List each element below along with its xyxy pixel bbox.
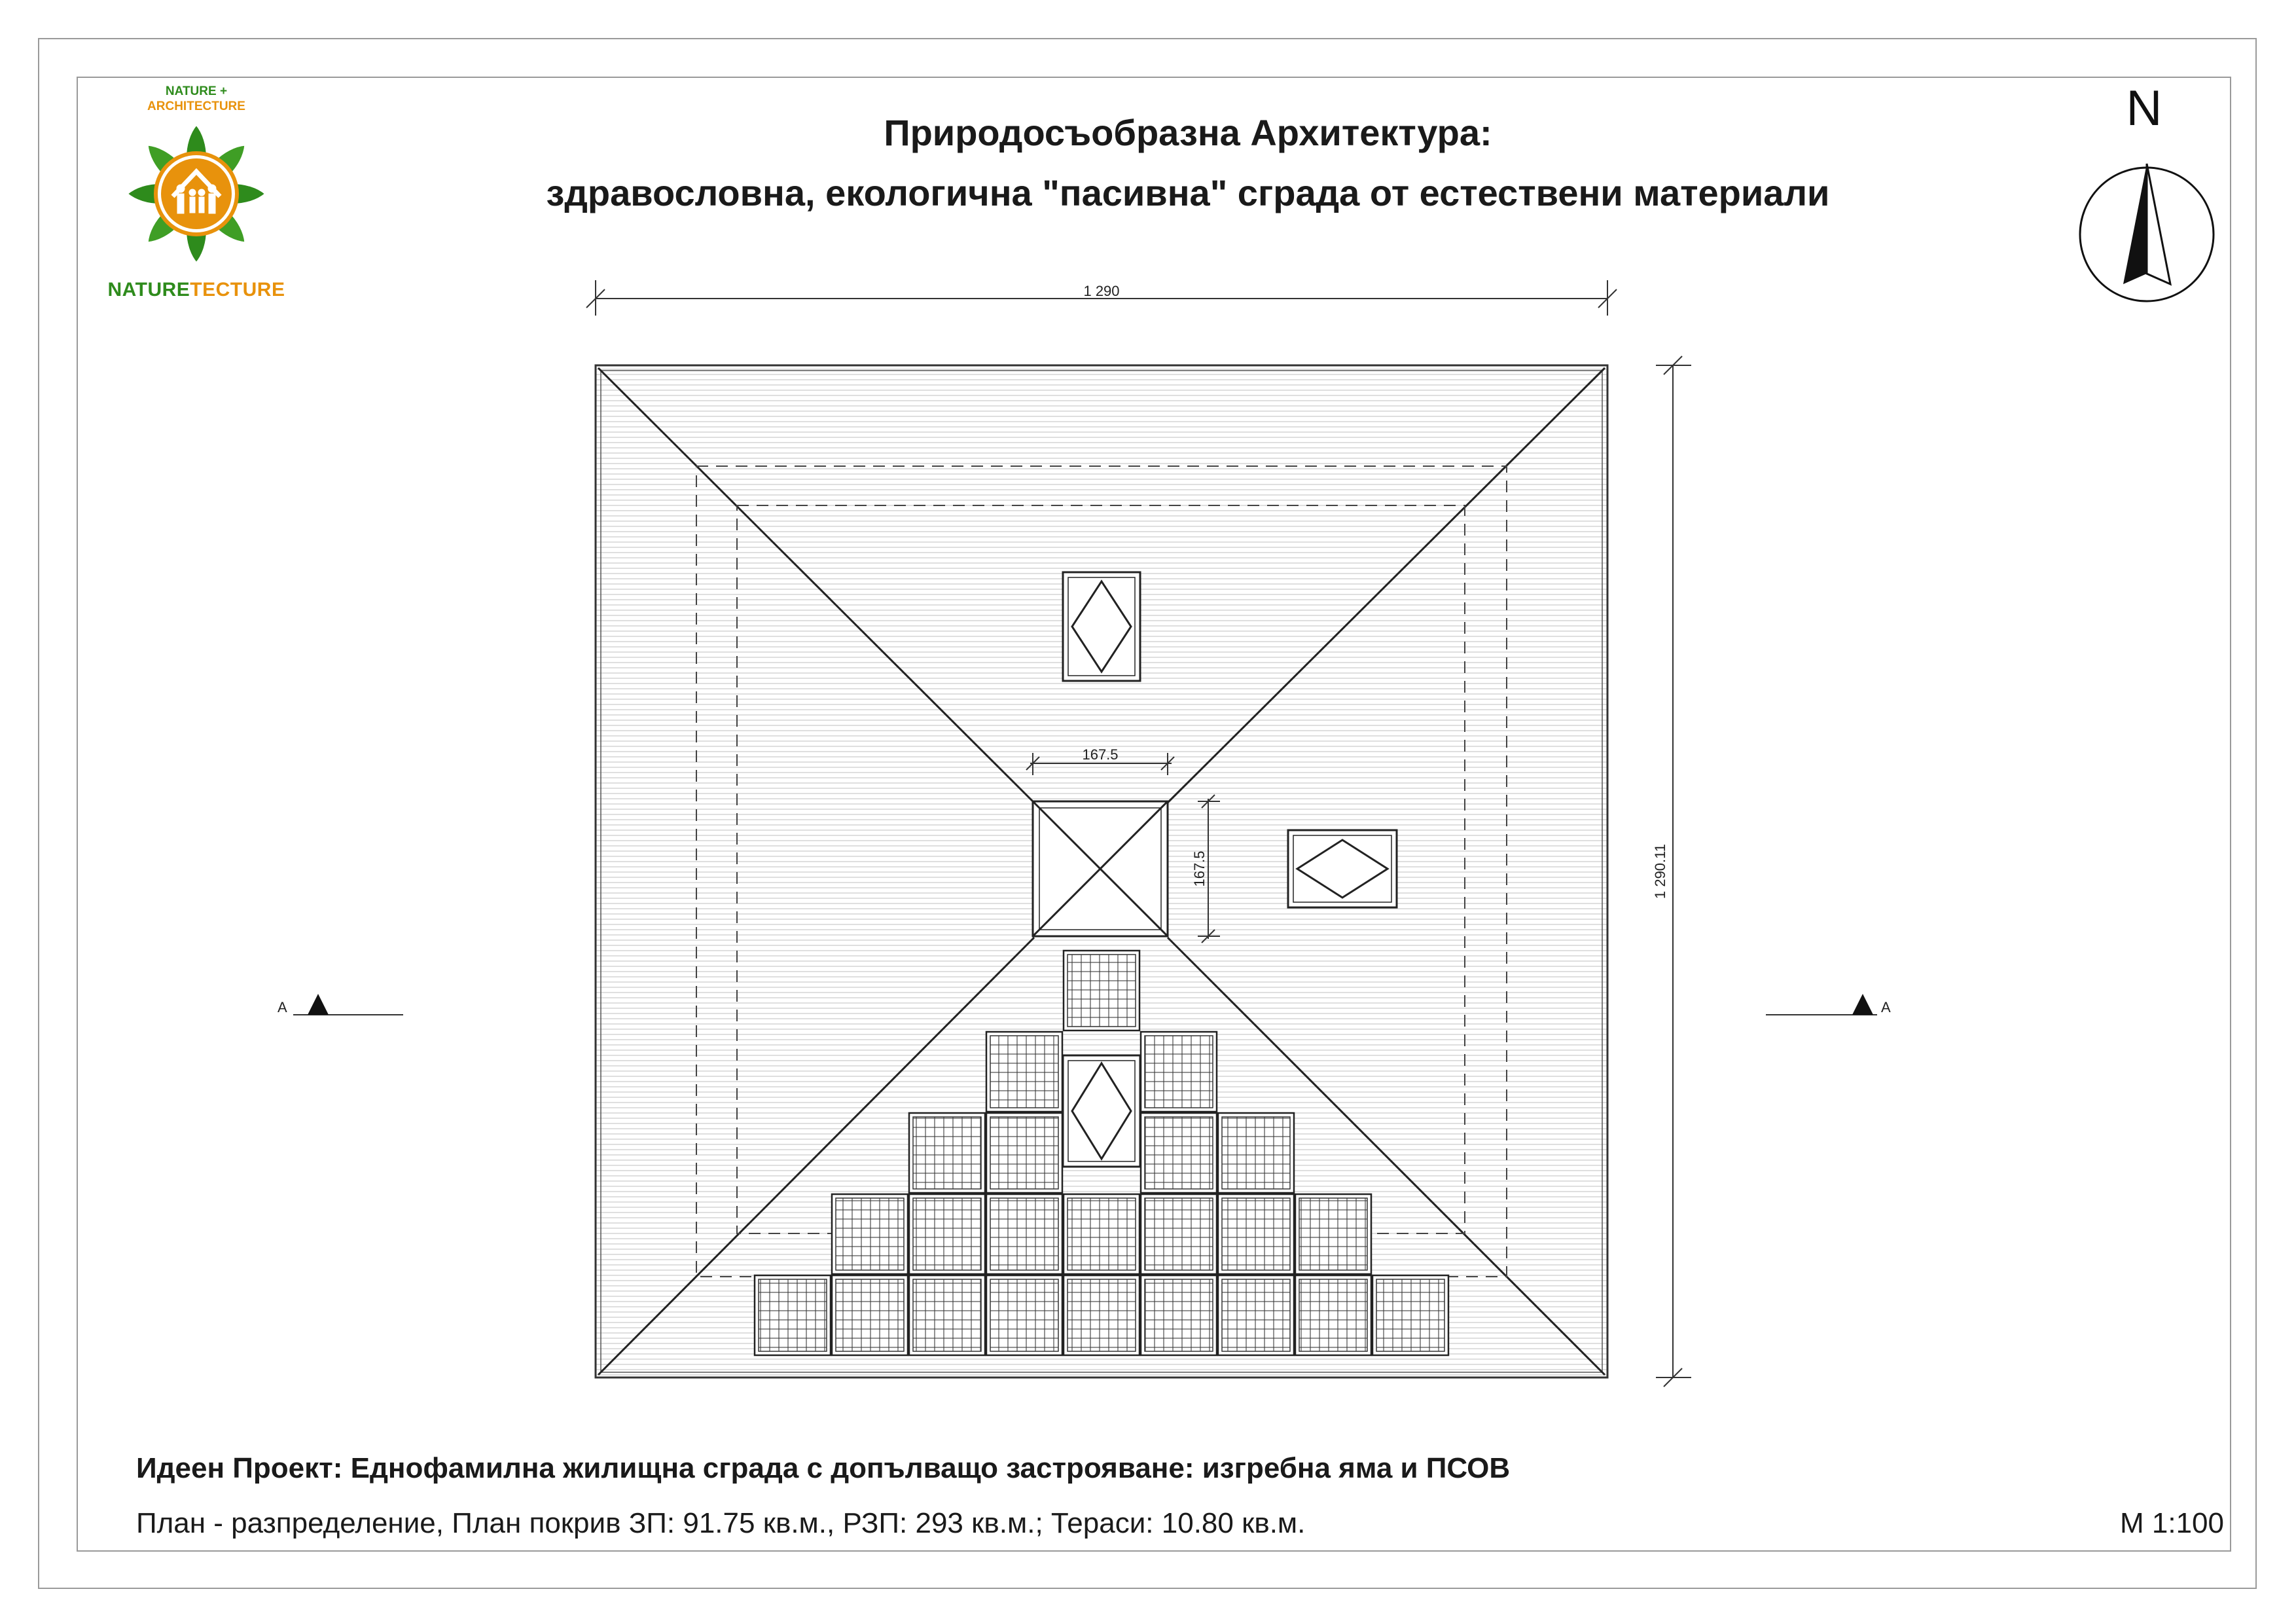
section-label-right: A [1881, 999, 1891, 1015]
solar-panel-cells [990, 1036, 1058, 1108]
solar-panel-cells [1145, 1198, 1213, 1270]
solar-panel-cells [1145, 1117, 1213, 1189]
solar-panel-cells [913, 1198, 981, 1270]
logo-tag-line-2: ARCHITECTURE [147, 100, 245, 113]
skylight-height-label: 167.5 [1191, 850, 1208, 887]
north-letter: N [2126, 81, 2162, 136]
logo-word-part-2: TECTURE [190, 279, 285, 301]
solar-panel-cells [1067, 1279, 1136, 1351]
section-label-left: A [278, 999, 287, 1015]
solar-panel-cells [1222, 1198, 1290, 1270]
solar-panel-cells [836, 1198, 904, 1270]
solar-panel-cells [913, 1117, 981, 1189]
solar-panel-cells [990, 1279, 1058, 1351]
central-skylight [1033, 801, 1168, 936]
skylight-width-label: 167.5 [1082, 746, 1119, 763]
solar-panel-cells [990, 1198, 1058, 1270]
solar-panel-cells [1145, 1036, 1213, 1108]
solar-panel-cells [836, 1279, 904, 1351]
solar-panel-cells [1067, 1198, 1136, 1270]
project-title: Идеен Проект: Еднофамилна жилищна сграда с допълващо застрояване: изгребна яма и ПСОВ [136, 1452, 1511, 1484]
solar-panel-cells [1376, 1279, 1444, 1351]
solar-panel-cells [1299, 1198, 1367, 1270]
height-dimension-label: 1 290.11 [1652, 843, 1668, 900]
solar-panel-cells [1222, 1279, 1290, 1351]
section-arrow-right-icon [1852, 994, 1873, 1015]
solar-panel-cells [1299, 1279, 1367, 1351]
section-arrow-left-icon [308, 994, 329, 1015]
solar-panel-cells [1222, 1117, 1290, 1189]
title-line-2: здравословна, екологична "пасивна" сграда от естествени материали [546, 172, 1830, 213]
solar-panel-cells [1145, 1279, 1213, 1351]
solar-panel-cells [913, 1279, 981, 1351]
skylight-top [1063, 572, 1140, 681]
skylight-bottom [1063, 1055, 1140, 1167]
solar-panel-cells [990, 1117, 1058, 1189]
section-mark-right [1766, 994, 1877, 1015]
solar-panel-cells [1067, 955, 1136, 1027]
drawing-scale: М 1:100 [2120, 1507, 2224, 1539]
logo-word-part-1: NATURE [107, 279, 190, 301]
skylight-right [1288, 830, 1397, 907]
section-mark-left [293, 994, 403, 1015]
title-line-1: Природосъобразна Архитектура: [884, 112, 1492, 153]
width-dimension-label: 1 290 [1083, 283, 1120, 299]
solar-panel-cells [759, 1279, 827, 1351]
plan-summary: План - разпределение, План покрив ЗП: 91.75 кв.м., РЗП: 293 кв.м.; Тераси: 10.80 кв.м. [136, 1507, 1306, 1539]
logo-tag-line-1: NATURE + [165, 84, 228, 98]
